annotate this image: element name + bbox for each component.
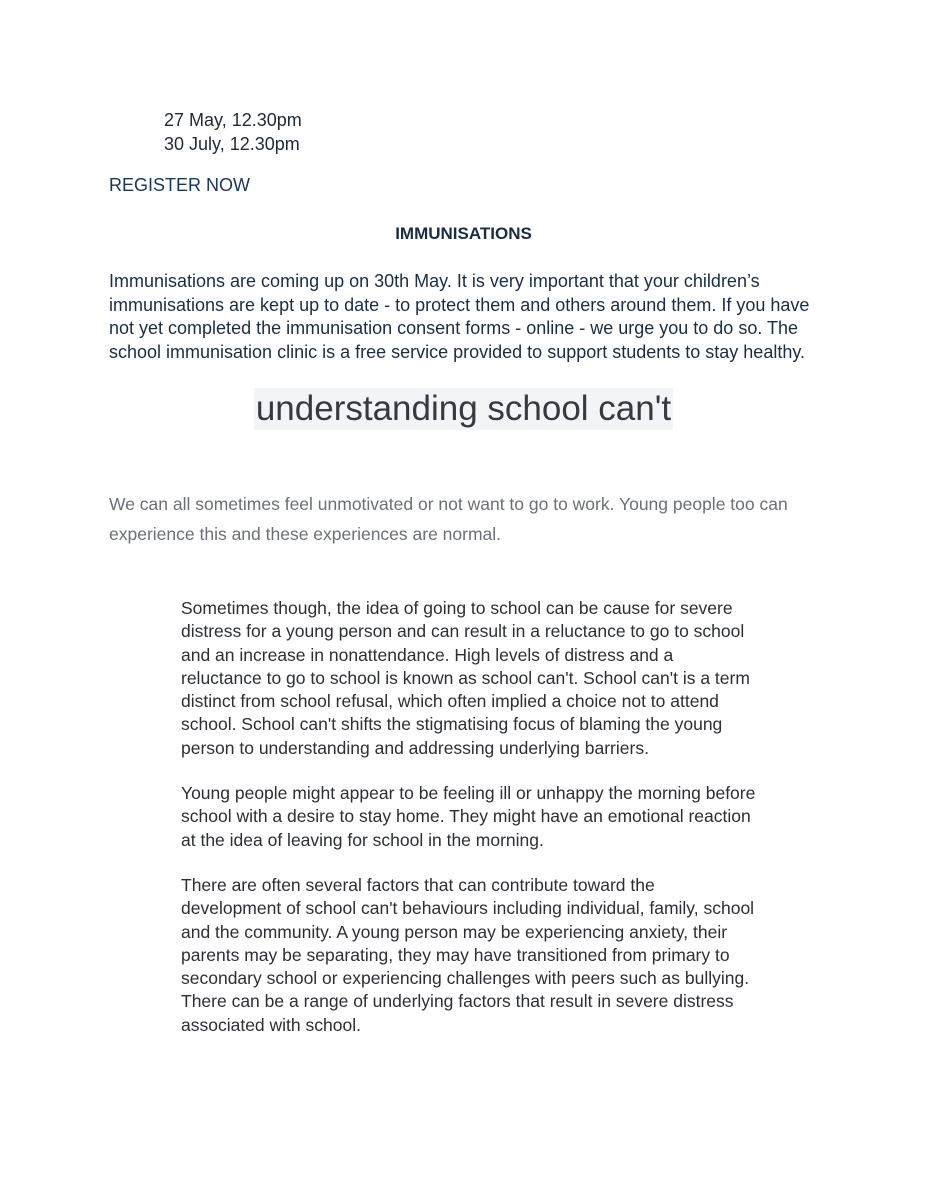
register-now-link[interactable]: REGISTER NOW (109, 175, 251, 195)
body-paragraph: Young people might appear to be feeling ill or unhappy the morning before school with a desire to stay home. They might have an emotional reaction at the idea of leaving for school in the morning. (181, 783, 756, 850)
immunisations-paragraph: Immunisations are coming up on 30th May. It is very important that your children’s immunisations are kept up to date - to protect them and others around them. If you have not yet completed the immunisation consent forms - online - we urge you to do so. The school immunisation clinic is a free service provided to support students to stay healthy. (109, 271, 810, 362)
session-times-list (164, 108, 302, 156)
session-time: 27 May, 12.30pm (164, 110, 302, 130)
school-cant-title: understanding school can't (255, 389, 672, 428)
school-cant-body (181, 597, 756, 1059)
body-paragraph: Sometimes though, the idea of going to school can be cause for severe distress for a young person and can result in a reluctance to go to school and an increase in nonattendance. High levels of distress and a reluctance to go to school is known as school can't. School can't is a term distinct from school refusal, which often implied a choice not to attend school. School can't shifts the stigmatising focus of blaming the young person to understanding and addressing underlying barriers. (181, 598, 750, 758)
school-cant-intro: We can all sometimes feel unmotivated or not want to go to work. Young people too can experience this and these experiences are normal. (109, 494, 788, 544)
body-paragraph: There are often several factors that can contribute toward the development of school can't behaviours including individual, family, school and the community. A young person may be experiencing anxiety, their parents may be separating, they may have transitioned from primary to secondary school or experiencing challenges with peers such as bullying. There can be a range of underlying factors that result in severe distress associated with school. (181, 874, 755, 1035)
immunisations-heading: IMMUNISATIONS (395, 224, 532, 243)
school-cant-title-wrap (0, 388, 927, 430)
session-time: 30 July, 12.30pm (164, 134, 300, 154)
